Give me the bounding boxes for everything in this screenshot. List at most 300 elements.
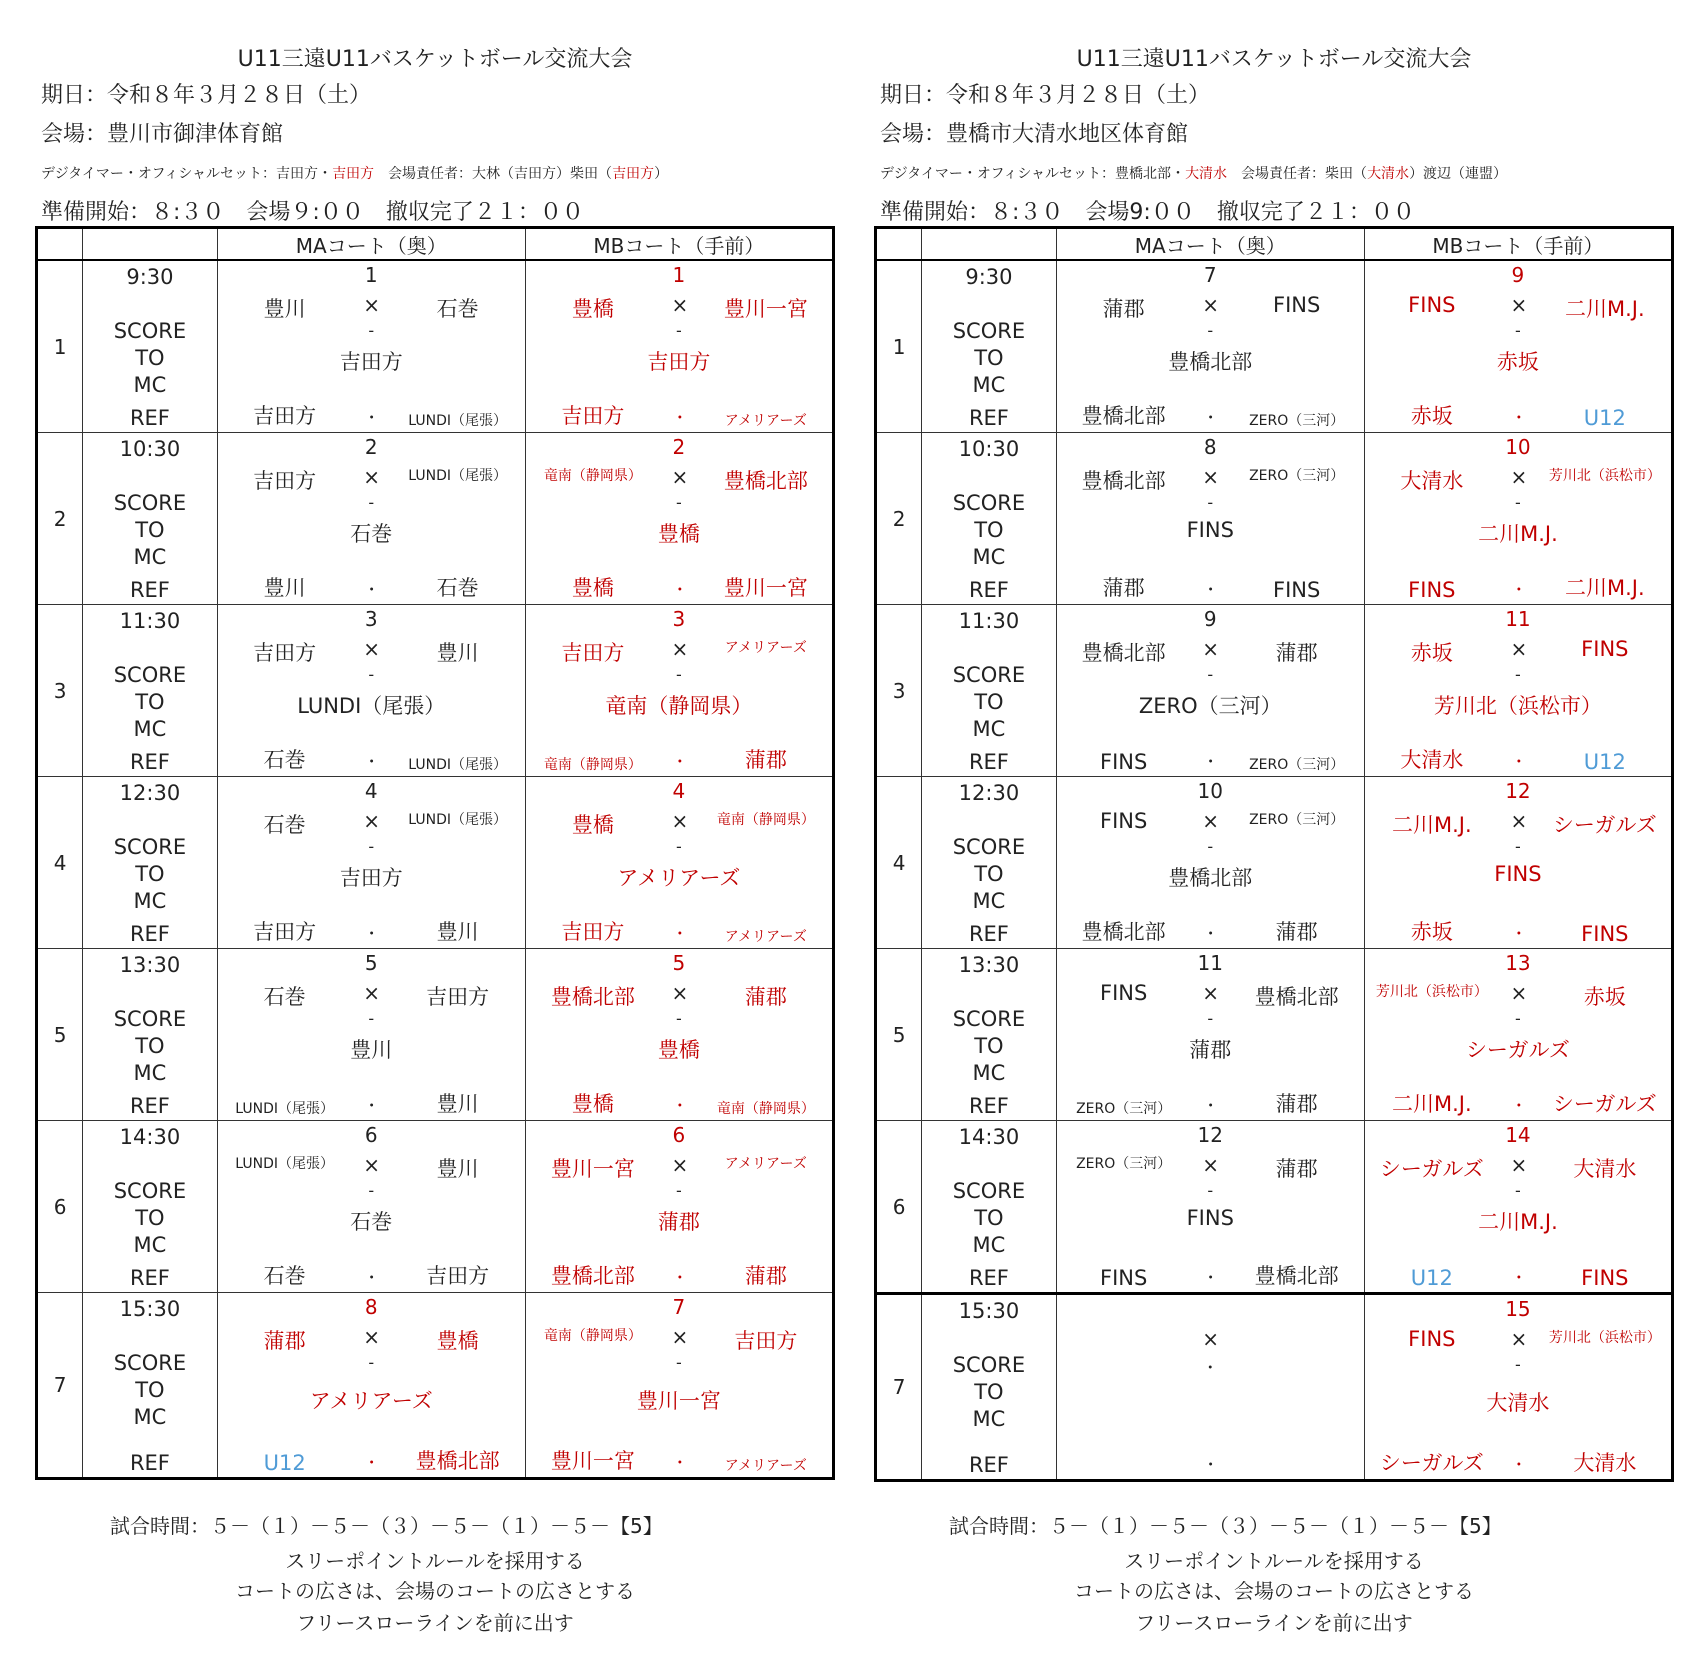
score-officials: 吉田方 bbox=[339, 350, 403, 374]
ref-label: REF bbox=[129, 1266, 170, 1290]
versus-mark: × bbox=[671, 809, 689, 833]
score-dash: - bbox=[676, 1181, 682, 1200]
ref-label: REF bbox=[129, 1451, 170, 1475]
team-away: LUNDI（尾張） bbox=[408, 468, 508, 484]
game-number: 5 bbox=[364, 951, 378, 975]
time-labels bbox=[922, 777, 1057, 949]
game-number: 2 bbox=[364, 435, 378, 459]
versus-mark: × bbox=[671, 1153, 689, 1177]
ref-label: REF bbox=[968, 922, 1009, 946]
team-home: シーガルズ bbox=[1379, 1157, 1484, 1181]
team-away: 石巻 bbox=[436, 297, 479, 321]
team-home: 吉田方 bbox=[253, 641, 317, 665]
time-labels bbox=[83, 260, 218, 433]
court-a-match bbox=[217, 777, 525, 949]
table-row bbox=[37, 260, 834, 433]
team-away: アメリアーズ bbox=[724, 640, 807, 656]
versus-mark: × bbox=[363, 465, 381, 489]
score-dash: - bbox=[1515, 321, 1521, 340]
time-labels bbox=[922, 260, 1057, 433]
schedule-table bbox=[35, 226, 835, 1480]
referee-1: 赤坂 bbox=[1410, 920, 1453, 944]
score-dash: - bbox=[368, 321, 375, 340]
referee-separator: ・ bbox=[363, 752, 380, 771]
ref-label: REF bbox=[129, 1094, 170, 1118]
footer-note: スリーポイントルールを採用する bbox=[285, 1549, 585, 1573]
referee-separator: ・ bbox=[671, 924, 688, 943]
referee-2: アメリアーズ bbox=[724, 929, 807, 945]
score-dash: - bbox=[368, 1009, 375, 1028]
start-time: 11:30 bbox=[958, 609, 1020, 633]
team-away: 豊橋北部 bbox=[1254, 985, 1339, 1009]
to-label: TO bbox=[974, 518, 1004, 542]
game-number: 13 bbox=[1505, 951, 1531, 975]
sheet-title: U11三遠U11バスケットボール交流大会 bbox=[237, 47, 633, 72]
to-label: TO bbox=[135, 1034, 165, 1058]
time-labels bbox=[83, 949, 218, 1121]
versus-mark: × bbox=[1202, 637, 1220, 661]
team-home: 竜南（静岡県） bbox=[543, 468, 642, 484]
table-row bbox=[37, 605, 834, 777]
team-home: 赤坂 bbox=[1410, 641, 1453, 665]
court-a-match bbox=[1056, 949, 1364, 1121]
mc-label: MC bbox=[972, 1233, 1006, 1257]
referee-2: 蒲郡 bbox=[1275, 1092, 1318, 1116]
row-number: 1 bbox=[37, 260, 83, 433]
team-away: 豊川 bbox=[436, 1157, 479, 1181]
to-label: TO bbox=[135, 1206, 165, 1230]
score-dash: - bbox=[1207, 321, 1214, 340]
team-away: 豊橋北部 bbox=[723, 469, 808, 493]
table-row bbox=[876, 433, 1673, 605]
court-a-match bbox=[1056, 1121, 1364, 1294]
team-away: LUNDI（尾張） bbox=[408, 812, 508, 828]
footer-note: 試合時間：５－（１）－５－（３）－５－（１）－５－【5】 bbox=[949, 1514, 1502, 1538]
score-officials: 石巻 bbox=[350, 1210, 393, 1234]
score-label: SCORE bbox=[113, 835, 187, 859]
referee-separator: ・ bbox=[1510, 1096, 1527, 1115]
score-label: SCORE bbox=[952, 1007, 1026, 1031]
score-officials: 豊川 bbox=[350, 1038, 393, 1062]
referee-1: 赤坂 bbox=[1410, 404, 1453, 428]
score-dash: - bbox=[368, 1181, 375, 1200]
table-row bbox=[876, 777, 1673, 949]
game-number: 4 bbox=[364, 779, 378, 803]
score-label: SCORE bbox=[113, 491, 187, 515]
ref-label: REF bbox=[968, 578, 1009, 602]
game-number: 8 bbox=[364, 1295, 378, 1319]
referee-2: 豊川 bbox=[436, 1092, 479, 1116]
header-empty bbox=[83, 228, 218, 261]
ref-label: REF bbox=[968, 750, 1009, 774]
mc-label: MC bbox=[972, 373, 1006, 397]
versus-mark: × bbox=[671, 1325, 689, 1349]
time-labels bbox=[83, 1293, 218, 1479]
score-officials: 吉田方 bbox=[647, 350, 711, 374]
score-officials: 蒲郡 bbox=[657, 1210, 700, 1234]
start-time: 10:30 bbox=[119, 437, 181, 461]
score-officials: 豊川一宮 bbox=[636, 1389, 721, 1413]
versus-mark: × bbox=[671, 465, 689, 489]
game-number: 12 bbox=[1505, 779, 1531, 803]
team-home: 豊橋 bbox=[571, 297, 614, 321]
time-labels bbox=[922, 605, 1057, 777]
team-away: 二川M.J. bbox=[1564, 297, 1645, 321]
game-number: 10 bbox=[1505, 435, 1531, 459]
versus-mark: × bbox=[671, 981, 689, 1005]
versus-mark: × bbox=[1202, 1153, 1220, 1177]
referee-1: 豊橋 bbox=[571, 1092, 614, 1116]
score-officials: FINS bbox=[1186, 518, 1234, 542]
team-home: 二川M.J. bbox=[1391, 813, 1472, 837]
referee-2: ZERO（三河） bbox=[1249, 413, 1345, 429]
referee-1: 大清水 bbox=[1400, 748, 1464, 772]
referee-separator: ・ bbox=[671, 408, 688, 427]
ref-label: REF bbox=[968, 1453, 1009, 1477]
court-b-match bbox=[1364, 260, 1672, 433]
score-officials: 芳川北（浜松市） bbox=[1433, 694, 1602, 718]
score-label: SCORE bbox=[952, 1179, 1026, 1203]
score-label: SCORE bbox=[952, 1353, 1026, 1377]
mc-label: MC bbox=[133, 545, 167, 569]
mc-label: MC bbox=[133, 889, 167, 913]
referee-separator: ・ bbox=[1202, 752, 1219, 771]
game-number: 7 bbox=[1203, 263, 1217, 287]
score-officials: アメリアーズ bbox=[617, 866, 741, 890]
court-b-match bbox=[1364, 1294, 1672, 1481]
score-dash: - bbox=[676, 1353, 682, 1372]
schedule-sheet-toyokawa bbox=[35, 0, 835, 1677]
team-home: 吉田方 bbox=[561, 641, 625, 665]
table-row bbox=[876, 949, 1673, 1121]
score-dash: - bbox=[676, 493, 682, 512]
row-number: 6 bbox=[37, 1121, 83, 1293]
mc-label: MC bbox=[972, 889, 1006, 913]
referee-2: LUNDI（尾張） bbox=[408, 413, 508, 429]
referee-1: 豊川 bbox=[263, 576, 306, 600]
court-b-match bbox=[1364, 949, 1672, 1121]
table-row bbox=[876, 260, 1673, 433]
schedule-sheet-toyohashi bbox=[874, 0, 1674, 1677]
game-number: 5 bbox=[672, 951, 686, 975]
court-b-match bbox=[525, 260, 833, 433]
game-number: 3 bbox=[364, 607, 378, 631]
footer-note: スリーポイントルールを採用する bbox=[1124, 1549, 1424, 1573]
referee-separator: ・ bbox=[1510, 752, 1527, 771]
referee-2: 石巻 bbox=[436, 576, 479, 600]
start-time: 15:30 bbox=[958, 1299, 1020, 1323]
score-dash: - bbox=[1207, 493, 1214, 512]
score-officials: 大清水 bbox=[1486, 1391, 1550, 1415]
timing-line: 準備開始：８:３０ 会場９:００ 撤収完了２１：００ bbox=[41, 200, 584, 225]
referee-2: アメリアーズ bbox=[724, 1458, 807, 1474]
start-time: 13:30 bbox=[958, 953, 1020, 977]
score-dash: - bbox=[676, 665, 682, 684]
score-dash: - bbox=[1515, 1181, 1521, 1200]
score-officials: FINS bbox=[1494, 862, 1542, 886]
time-labels bbox=[922, 949, 1057, 1121]
team-home: 竜南（静岡県） bbox=[543, 1328, 642, 1344]
mc-label: MC bbox=[972, 1061, 1006, 1085]
referee-2: シーガルズ bbox=[1552, 1092, 1657, 1116]
team-away: FINS bbox=[1581, 637, 1629, 661]
court-a-match bbox=[217, 1121, 525, 1293]
versus-mark: × bbox=[363, 1153, 381, 1177]
referee-separator: ・ bbox=[1202, 1455, 1219, 1474]
score-officials: シーガルズ bbox=[1465, 1038, 1570, 1062]
ref-label: REF bbox=[129, 578, 170, 602]
event-venue: 会場：豊川市御津体育館 bbox=[41, 122, 284, 147]
event-date: 期日：令和８年３月２８日（土） bbox=[880, 83, 1211, 108]
team-home: ZERO（三河） bbox=[1076, 1156, 1172, 1172]
ref-label: REF bbox=[129, 406, 170, 430]
start-time: 12:30 bbox=[958, 781, 1020, 805]
header-empty bbox=[876, 228, 922, 261]
team-home: LUNDI（尾張） bbox=[235, 1156, 335, 1172]
team-home: 蒲郡 bbox=[1102, 297, 1145, 321]
court-a-match bbox=[1056, 433, 1364, 605]
to-label: TO bbox=[135, 1378, 165, 1402]
court-a-header: MAコート（奥） bbox=[1056, 228, 1364, 261]
team-home: 大清水 bbox=[1400, 469, 1464, 493]
referee-2: 豊橋北部 bbox=[1254, 1264, 1339, 1288]
referee-1: 豊橋北部 bbox=[1081, 920, 1166, 944]
game-number: 14 bbox=[1505, 1123, 1531, 1147]
score-label: SCORE bbox=[113, 1007, 187, 1031]
staff-line: デジタイマー・オフィシャルセット：吉田方・吉田方 会場責任者：大林（吉田方）柴田（吉田方） bbox=[41, 166, 669, 182]
score-dash: - bbox=[1515, 1355, 1521, 1374]
score-officials: 二川M.J. bbox=[1478, 522, 1558, 546]
court-b-match bbox=[525, 433, 833, 605]
team-away: 芳川北（浜松市） bbox=[1548, 468, 1661, 484]
mc-label: MC bbox=[133, 717, 167, 741]
score-label: SCORE bbox=[952, 491, 1026, 515]
score-label: SCORE bbox=[952, 663, 1026, 687]
game-number: 6 bbox=[364, 1123, 378, 1147]
score-dash: - bbox=[1207, 1181, 1214, 1200]
row-number: 4 bbox=[876, 777, 922, 949]
court-a-header: MAコート（奥） bbox=[217, 228, 525, 261]
referee-1: 石巻 bbox=[263, 1264, 306, 1288]
footer-note: 試合時間：５－（１）－５－（３）－５－（１）－５－【5】 bbox=[110, 1514, 663, 1538]
versus-mark: × bbox=[1202, 293, 1220, 317]
versus-mark: × bbox=[1510, 293, 1528, 317]
court-a-match bbox=[1056, 605, 1364, 777]
referee-2: 豊川一宮 bbox=[723, 576, 808, 600]
team-away: 大清水 bbox=[1573, 1157, 1637, 1181]
team-away: 芳川北（浜松市） bbox=[1548, 1330, 1661, 1346]
score-label: SCORE bbox=[952, 319, 1026, 343]
referee-2: 豊橋北部 bbox=[415, 1449, 500, 1473]
score-officials: 二川M.J. bbox=[1478, 1210, 1558, 1234]
court-a-match bbox=[1056, 777, 1364, 949]
referee-separator: ・ bbox=[671, 580, 688, 599]
row-number: 1 bbox=[876, 260, 922, 433]
team-home: 蒲郡 bbox=[263, 1329, 306, 1353]
table-row bbox=[37, 1121, 834, 1293]
header-empty bbox=[922, 228, 1057, 261]
referee-separator: ・ bbox=[671, 1096, 688, 1115]
table-row bbox=[876, 1294, 1673, 1481]
row-number: 7 bbox=[37, 1293, 83, 1479]
team-away: 吉田方 bbox=[426, 985, 490, 1009]
start-time: 9:30 bbox=[126, 265, 174, 289]
court-a-match bbox=[217, 1293, 525, 1479]
referee-1: FINS bbox=[1100, 1266, 1148, 1290]
game-number: 11 bbox=[1505, 607, 1531, 631]
versus-mark: × bbox=[1510, 1153, 1528, 1177]
team-away: 豊川 bbox=[436, 641, 479, 665]
team-away: 豊川一宮 bbox=[723, 297, 808, 321]
court-b-match bbox=[1364, 1121, 1672, 1294]
score-dash: - bbox=[676, 1009, 682, 1028]
team-away: 蒲郡 bbox=[744, 985, 787, 1009]
row-number: 2 bbox=[876, 433, 922, 605]
to-label: TO bbox=[974, 1380, 1004, 1404]
versus-mark: × bbox=[363, 1325, 381, 1349]
row-number: 4 bbox=[37, 777, 83, 949]
team-away: ZERO（三河） bbox=[1249, 468, 1345, 484]
ref-label: REF bbox=[129, 750, 170, 774]
team-home: 豊川一宮 bbox=[550, 1157, 635, 1181]
referee-1: FINS bbox=[1100, 750, 1148, 774]
game-number: 3 bbox=[672, 607, 686, 631]
score-officials: 豊橋北部 bbox=[1168, 350, 1253, 374]
versus-mark: × bbox=[1202, 981, 1220, 1005]
table-row bbox=[876, 605, 1673, 777]
referee-1: FINS bbox=[1408, 578, 1456, 602]
score-officials: 石巻 bbox=[350, 522, 393, 546]
court-b-match bbox=[525, 949, 833, 1121]
time-labels bbox=[922, 1121, 1057, 1294]
referee-1: 蒲郡 bbox=[1102, 576, 1145, 600]
referee-separator: ・ bbox=[1510, 924, 1527, 943]
ref-label: REF bbox=[968, 1266, 1009, 1290]
game-number: 10 bbox=[1197, 779, 1223, 803]
game-number: 1 bbox=[364, 263, 378, 287]
referee-separator: ・ bbox=[1202, 1268, 1219, 1287]
game-number: 6 bbox=[672, 1123, 686, 1147]
score-officials: 蒲郡 bbox=[1189, 1038, 1232, 1062]
score-label: SCORE bbox=[113, 663, 187, 687]
table-row bbox=[37, 1293, 834, 1479]
versus-mark: × bbox=[671, 293, 689, 317]
to-label: TO bbox=[974, 862, 1004, 886]
referee-separator: ・ bbox=[1510, 408, 1527, 427]
referee-separator: ・ bbox=[1202, 1096, 1219, 1115]
score-officials: 豊橋 bbox=[657, 1038, 700, 1062]
header-empty bbox=[37, 228, 83, 261]
referee-1: 豊橋 bbox=[571, 576, 614, 600]
time-labels bbox=[83, 605, 218, 777]
referee-1: 竜南（静岡県） bbox=[543, 757, 642, 773]
score-dash: - bbox=[1515, 665, 1521, 684]
team-away: ZERO（三河） bbox=[1249, 812, 1345, 828]
referee-separator: ・ bbox=[1510, 1455, 1527, 1474]
referee-2: アメリアーズ bbox=[724, 413, 807, 429]
table-row bbox=[37, 777, 834, 949]
to-label: TO bbox=[135, 862, 165, 886]
team-home: FINS bbox=[1100, 981, 1148, 1005]
team-home: 豊川 bbox=[263, 297, 306, 321]
row-number: 5 bbox=[37, 949, 83, 1121]
score-label: SCORE bbox=[113, 319, 187, 343]
score-dash: - bbox=[368, 837, 375, 856]
referee-1: LUNDI（尾張） bbox=[235, 1101, 335, 1117]
table-row bbox=[876, 1121, 1673, 1294]
team-home: 石巻 bbox=[263, 985, 306, 1009]
referee-1: 吉田方 bbox=[561, 920, 625, 944]
mc-label: MC bbox=[972, 717, 1006, 741]
ref-label: REF bbox=[968, 1094, 1009, 1118]
to-label: TO bbox=[135, 518, 165, 542]
referee-2: FINS bbox=[1581, 1266, 1629, 1290]
referee-2: FINS bbox=[1273, 578, 1321, 602]
versus-mark: × bbox=[1202, 465, 1220, 489]
start-time: 10:30 bbox=[958, 437, 1020, 461]
table-row bbox=[37, 433, 834, 605]
game-number: 12 bbox=[1197, 1123, 1223, 1147]
mc-label: MC bbox=[972, 545, 1006, 569]
time-labels bbox=[922, 1294, 1057, 1481]
referee-separator: ・ bbox=[363, 1268, 380, 1287]
court-b-match bbox=[525, 777, 833, 949]
court-b-header: MBコート（手前） bbox=[525, 228, 833, 261]
referee-1: 吉田方 bbox=[253, 404, 317, 428]
row-number: 7 bbox=[876, 1294, 922, 1481]
game-number: 1 bbox=[672, 263, 686, 287]
referee-separator: ・ bbox=[1202, 924, 1219, 943]
mc-label: MC bbox=[133, 1233, 167, 1257]
score-officials: LUNDI（尾張） bbox=[297, 694, 446, 718]
score-dash: - bbox=[1207, 1009, 1214, 1028]
table-row bbox=[37, 949, 834, 1121]
time-labels bbox=[922, 433, 1057, 605]
footer-note: フリースローラインを前に出す bbox=[296, 1611, 574, 1635]
row-number: 2 bbox=[37, 433, 83, 605]
score-dash: - bbox=[1515, 837, 1521, 856]
time-labels bbox=[83, 777, 218, 949]
referee-separator: ・ bbox=[1202, 408, 1219, 427]
score-officials: FINS bbox=[1186, 1206, 1234, 1230]
court-a-match bbox=[1056, 1294, 1364, 1481]
start-time: 14:30 bbox=[119, 1125, 181, 1149]
team-away: 蒲郡 bbox=[1275, 1157, 1318, 1181]
team-home: 豊橋北部 bbox=[1081, 469, 1166, 493]
to-label: TO bbox=[135, 346, 165, 370]
footer-note: コートの広さは、会場のコートの広さとする bbox=[235, 1579, 635, 1603]
start-time: 14:30 bbox=[958, 1125, 1020, 1149]
to-label: TO bbox=[135, 690, 165, 714]
referee-2: 蒲郡 bbox=[1275, 920, 1318, 944]
referee-separator: ・ bbox=[363, 408, 380, 427]
ref-label: REF bbox=[129, 922, 170, 946]
referee-2: 蒲郡 bbox=[744, 1264, 787, 1288]
court-b-header: MBコート（手前） bbox=[1364, 228, 1672, 261]
row-number: 3 bbox=[876, 605, 922, 777]
referee-separator: ・ bbox=[671, 1453, 688, 1472]
versus-mark: × bbox=[363, 809, 381, 833]
referee-1: 石巻 bbox=[263, 748, 306, 772]
team-away: シーガルズ bbox=[1552, 813, 1657, 837]
event-date: 期日：令和８年３月２８日（土） bbox=[41, 83, 372, 108]
staff-line: デジタイマー・オフィシャルセット：豊橋北部・大清水 会場責任者：柴田（大清水）渡辺（連盟） bbox=[880, 166, 1508, 182]
score-dash: - bbox=[1207, 665, 1214, 684]
event-venue: 会場：豊橋市大清水地区体育館 bbox=[880, 122, 1189, 147]
versus-mark: × bbox=[1510, 981, 1528, 1005]
versus-mark: × bbox=[363, 293, 381, 317]
row-number: 6 bbox=[876, 1121, 922, 1294]
